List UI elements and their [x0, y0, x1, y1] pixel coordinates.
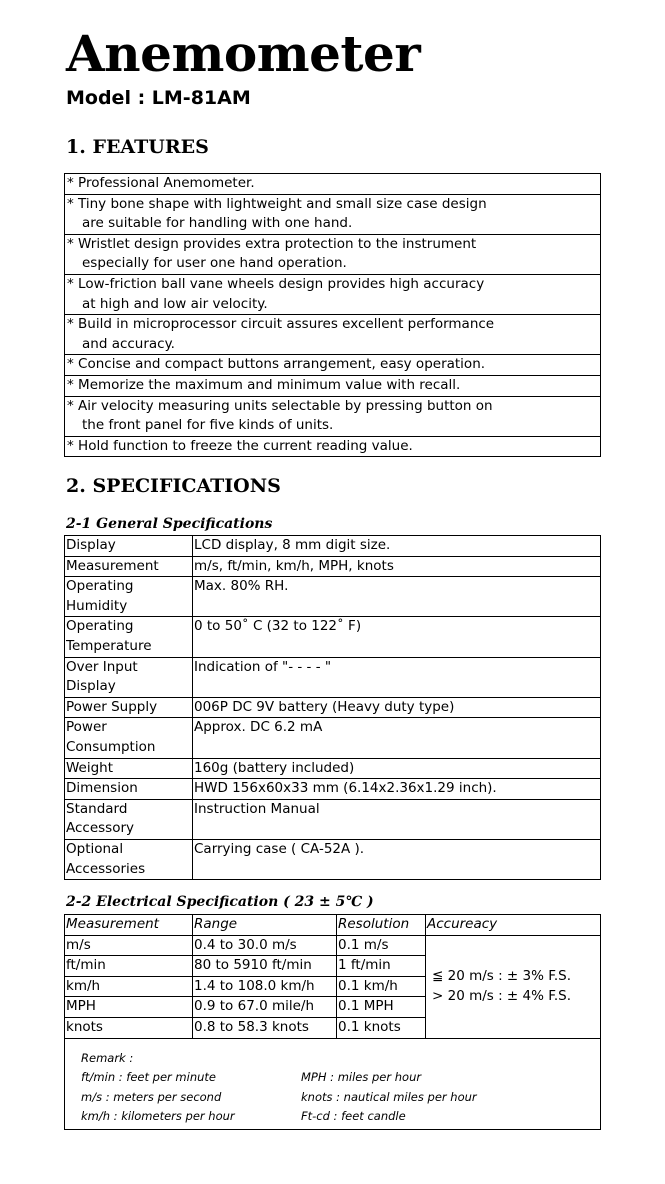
resolution-cell: 0.1 km/h: [337, 976, 426, 997]
spec-label: [65, 799, 193, 839]
spec-value: 160g (battery included): [193, 758, 601, 779]
feature-text: * Build in microprocessor circuit assures excellent performance: [67, 316, 495, 333]
range-cell: 80 to 5910 ft/min: [193, 956, 337, 977]
header-range: Range: [193, 915, 337, 936]
remark-item: Ft-cd : feet candle: [301, 1109, 406, 1124]
remark-item: km/h : kilometers per hour: [81, 1109, 235, 1124]
feature-cell: [65, 375, 601, 396]
unit-cell: km/h: [65, 976, 193, 997]
unit-cell: MPH: [65, 997, 193, 1018]
spec-label: [65, 779, 193, 800]
model-number: Model : LM-81AM: [66, 87, 251, 109]
spec-label-line: Measurement: [66, 557, 159, 574]
remark-item: m/s : meters per second: [81, 1089, 222, 1104]
feature-text: * Concise and compact buttons arrangement, easy operation.: [67, 356, 486, 373]
range-cell: 0.4 to 30.0 m/s: [193, 935, 337, 956]
spec-row: [65, 577, 601, 617]
feature-row: [65, 375, 601, 396]
spec-label: [65, 758, 193, 779]
spec-label: [65, 718, 193, 758]
feature-text: * Professional Anemometer.: [67, 175, 255, 191]
electrical-header-row: [65, 915, 601, 936]
resolution-cell: 0.1 MPH: [337, 997, 426, 1018]
feature-text: * Air velocity measuring units selectable by pressing button on: [67, 397, 493, 414]
spec-label-line: Operating: [66, 618, 134, 635]
feature-cell: [65, 174, 601, 195]
feature-text: * Hold function to freeze the current reading value.: [67, 437, 413, 454]
range-cell: 0.8 to 58.3 knots: [193, 1017, 337, 1038]
electrical-specs-table: [64, 914, 601, 1130]
spec-row: [65, 536, 601, 557]
spec-label-line: Temperature: [66, 637, 152, 654]
electrical-specs-heading: 2-2 Electrical Specification ( 23 ± 5℃ ): [66, 894, 374, 910]
spec-value: m/s, ft/min, km/h, MPH, knots: [193, 556, 601, 577]
spec-label-line: Power: [66, 719, 107, 736]
feature-text-continued: are suitable for handling with one hand.: [82, 215, 353, 232]
feature-cell: [65, 315, 601, 355]
feature-text: * Wristlet design provides extra protection to the instrument: [67, 235, 477, 252]
spec-value: Instruction Manual: [193, 799, 601, 839]
spec-label: [65, 697, 193, 718]
spec-label: [65, 839, 193, 879]
spec-label-line: Display: [66, 537, 116, 553]
resolution-cell: 1 ft/min: [337, 956, 426, 977]
spec-value: LCD display, 8 mm digit size.: [193, 536, 601, 557]
features-table: [64, 173, 601, 457]
spec-value: 0 to 50˚ C (32 to 122˚ F): [193, 617, 601, 657]
spec-label-line: Operating: [66, 578, 134, 595]
spec-label: [65, 577, 193, 617]
spec-value: 006P DC 9V battery (Heavy duty type): [193, 697, 601, 718]
resolution-cell: 0.1 m/s: [337, 935, 426, 956]
accuracy-line: ≦ 20 m/s : ± 3% F.S.: [432, 967, 571, 984]
range-cell: 1.4 to 108.0 km/h: [193, 976, 337, 997]
spec-label-line: Power Supply: [66, 698, 158, 715]
feature-row: [65, 315, 601, 355]
feature-row: [65, 234, 601, 274]
feature-text-continued: and accuracy.: [82, 335, 175, 352]
features-heading: 1. FEATURES: [66, 136, 209, 158]
feature-row: [65, 355, 601, 376]
remark-item: MPH : miles per hour: [301, 1070, 422, 1085]
specifications-heading: 2. SPECIFICATIONS: [66, 475, 281, 497]
feature-cell: [65, 396, 601, 436]
spec-row: [65, 718, 601, 758]
spec-label-line: Accessories: [66, 860, 146, 877]
feature-row: [65, 436, 601, 457]
spec-label: [65, 556, 193, 577]
feature-row: [65, 194, 601, 234]
spec-value: HWD 156x60x33 mm (6.14x2.36x1.29 inch).: [193, 779, 601, 800]
spec-label-line: Standard: [66, 800, 128, 817]
feature-cell: [65, 355, 601, 376]
unit-cell: m/s: [65, 935, 193, 956]
spec-value: Carrying case ( CA-52A ).: [193, 839, 601, 879]
spec-label-line: Weight: [66, 759, 114, 776]
spec-value: Max. 80% RH.: [193, 577, 601, 617]
feature-cell: [65, 436, 601, 457]
feature-row: [65, 174, 601, 195]
spec-label-line: Display: [66, 678, 116, 695]
remark-item: knots : nautical miles per hour: [301, 1089, 477, 1104]
header-resolution: Resolution: [337, 915, 426, 936]
unit-cell: ft/min: [65, 956, 193, 977]
accuracy-cell: [426, 935, 601, 1038]
remark-row: [65, 1038, 601, 1129]
remark-item: ft/min : feet per minute: [81, 1070, 216, 1085]
feature-cell: [65, 234, 601, 274]
feature-row: [65, 274, 601, 314]
spec-row: [65, 556, 601, 577]
general-specs-table: [64, 535, 601, 880]
header-accuracy: Accureacy: [426, 915, 601, 936]
spec-row: [65, 779, 601, 800]
general-specs-heading: 2-1 General Specifications: [66, 516, 273, 532]
spec-label: [65, 536, 193, 557]
remark-title: Remark :: [81, 1050, 134, 1065]
accuracy-line: > 20 m/s : ± 4% F.S.: [432, 987, 571, 1004]
resolution-cell: 0.1 knots: [337, 1017, 426, 1038]
spec-label-line: Dimension: [66, 780, 138, 797]
feature-text: * Memorize the maximum and minimum value with recall.: [67, 376, 461, 393]
feature-text-continued: especially for user one hand operation.: [82, 255, 347, 272]
document-title: Anemometer: [66, 24, 421, 83]
spec-row: [65, 758, 601, 779]
spec-label-line: Over Input: [66, 658, 138, 675]
remark-cell: [65, 1038, 601, 1129]
spec-value: Approx. DC 6.2 mA: [193, 718, 601, 758]
header-measurement: Measurement: [65, 915, 193, 936]
spec-row: [65, 697, 601, 718]
spec-label-line: Accessory: [66, 820, 135, 837]
spec-label: [65, 617, 193, 657]
range-cell: 0.9 to 67.0 mile/h: [193, 997, 337, 1018]
unit-cell: knots: [65, 1017, 193, 1038]
feature-text-continued: at high and low air velocity.: [82, 295, 268, 312]
spec-row: [65, 657, 601, 697]
spec-value: Indication of "- - - - ": [193, 657, 601, 697]
spec-label-line: Humidity: [66, 597, 128, 614]
feature-cell: [65, 274, 601, 314]
feature-text: * Tiny bone shape with lightweight and small size case design: [67, 195, 487, 212]
feature-cell: [65, 194, 601, 234]
spec-row: [65, 799, 601, 839]
feature-row: [65, 396, 601, 436]
electrical-row: [65, 935, 601, 956]
feature-text-continued: the front panel for five kinds of units.: [82, 417, 334, 434]
spec-label: [65, 657, 193, 697]
remark-grid: [81, 1068, 600, 1127]
spec-row: [65, 839, 601, 879]
spec-label-line: Optional: [66, 840, 124, 857]
feature-text: * Low-friction ball vane wheels design provides high accuracy: [67, 275, 485, 292]
spec-row: [65, 617, 601, 657]
spec-label-line: Consumption: [66, 738, 156, 755]
